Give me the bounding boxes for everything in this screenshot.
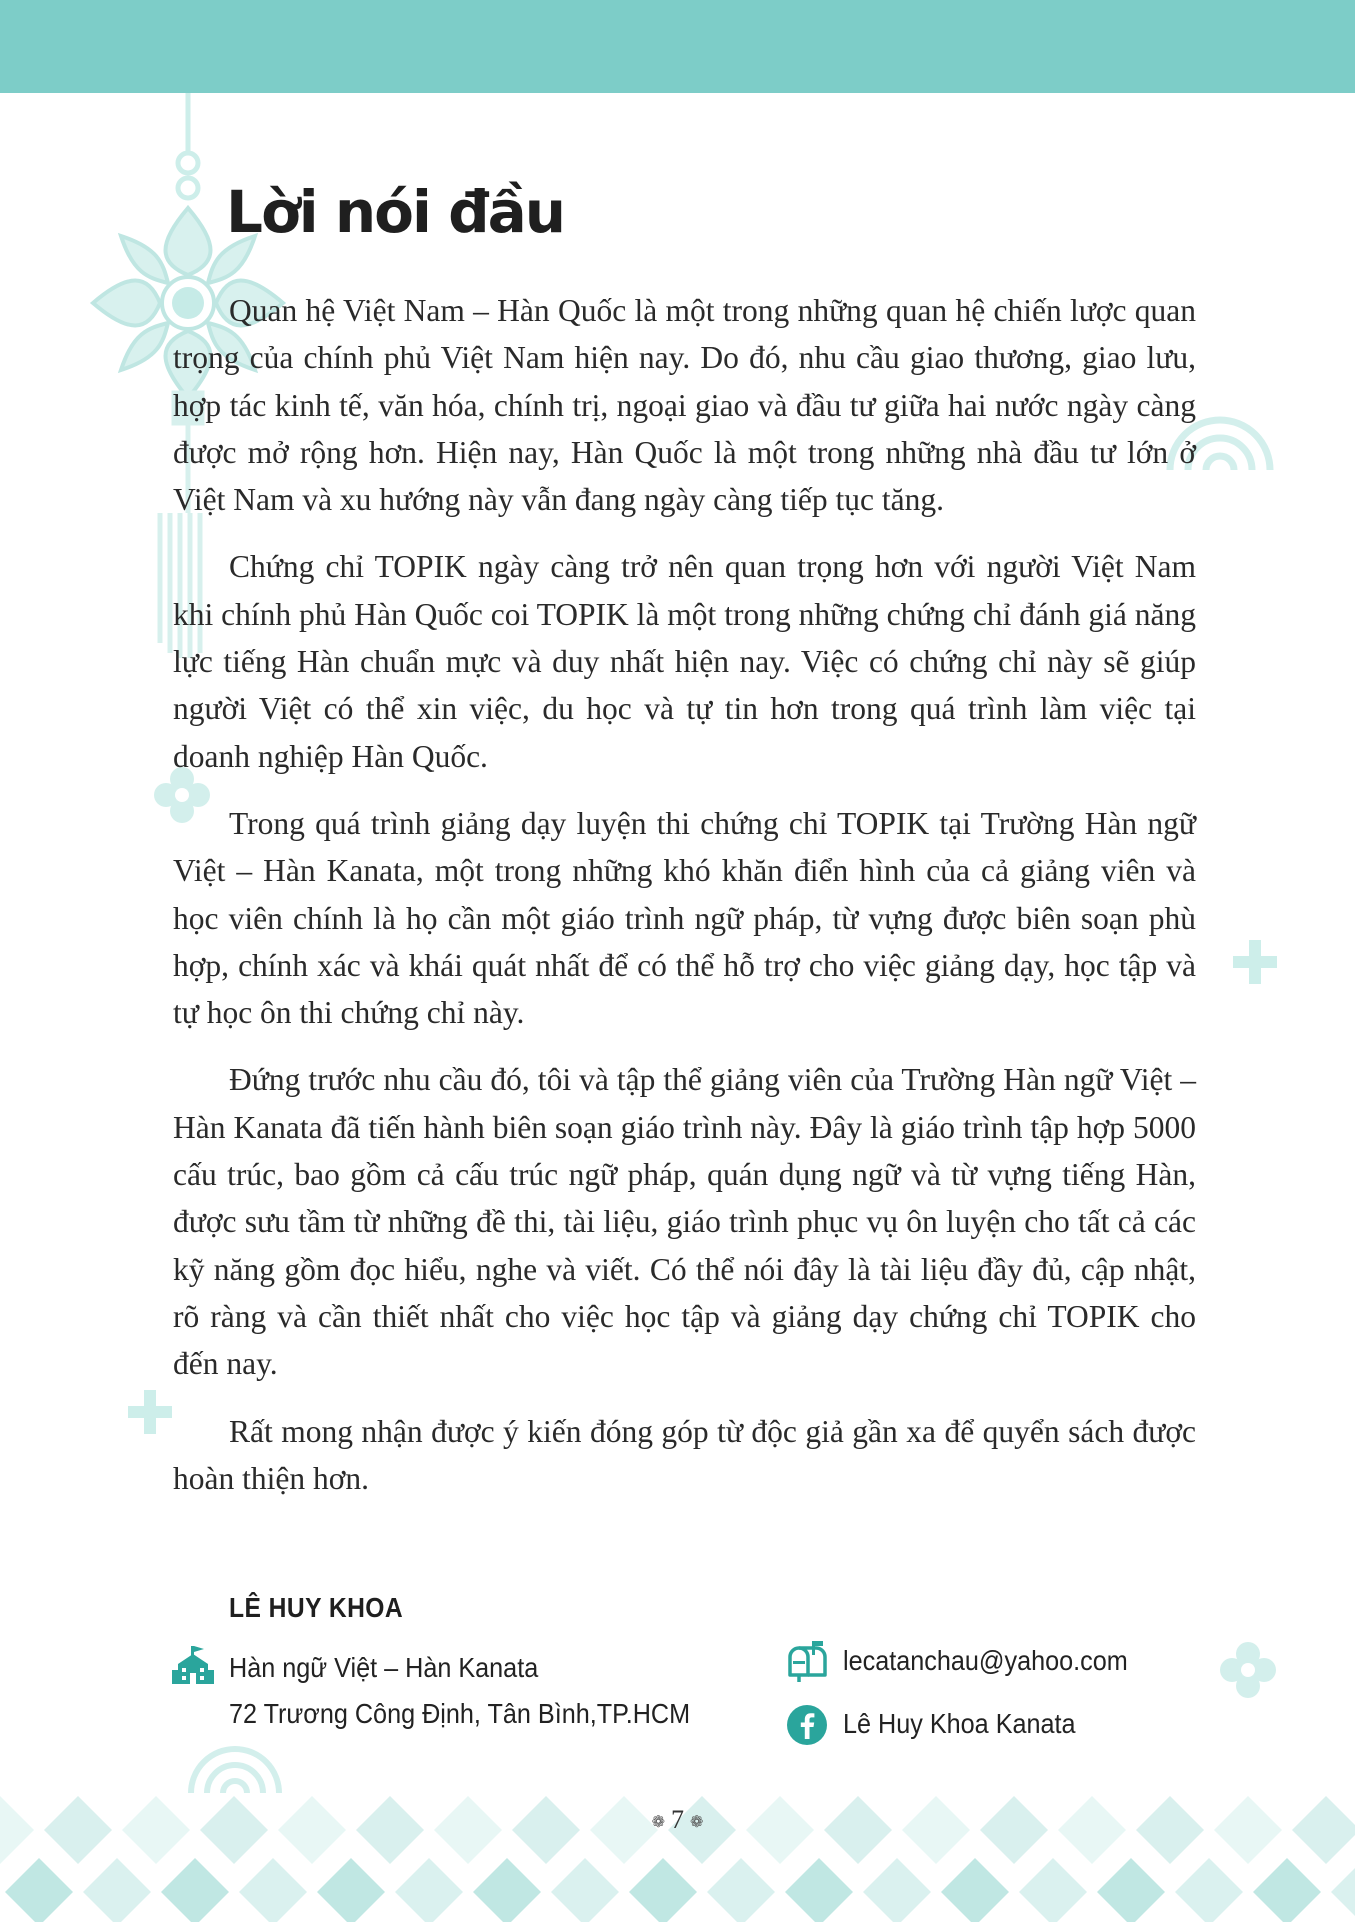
facebook-icon <box>786 1704 828 1746</box>
diamond-pattern-shape <box>1331 1858 1355 1922</box>
diamond-pattern-shape <box>83 1858 151 1922</box>
diamond-pattern-shape <box>1019 1858 1087 1922</box>
paragraph: Quan hệ Việt Nam – Hàn Quốc là một trong những quan hệ chiến lược quan trọng của chính phủ Việt Nam hiện nay. Do đó, nhu cầu giao thương, giao lưu, hợp tác kinh tế, văn hóa, chính trị, ngoại giao và đầu tư giữa hai nước ngày càng được mở rộng hơn. Hiện nay, Hàn Quốc là một trong những nhà đầu tư lớn ở Việt Nam và xu hướng này vẫn đang ngày càng tiếp tục tăng. <box>173 293 1196 518</box>
paragraph: Chứng chỉ TOPIK ngày càng trở nên quan trọng hơn với người Việt Nam khi chính phủ Hàn Quốc coi TOPIK là một trong những chứng chỉ đánh giá năng lực tiếng Hàn chuẩn mực và duy nhất hiện nay. Việc có chứng chỉ này sẽ giúp người Việt có thể xin việc, du học và tự tin hơn trong quá trình làm việc tại doanh nghiệp Hàn Quốc. <box>173 549 1196 774</box>
school-icon <box>172 1646 214 1686</box>
small-flower-decoration <box>1218 1640 1278 1700</box>
school-name: Hàn ngữ Việt – Hàn Kanata <box>229 1652 539 1683</box>
body-text <box>173 287 1196 1522</box>
diamond-pattern-shape <box>941 1858 1009 1922</box>
top-color-band <box>0 0 1355 93</box>
address-text: 72 Trương Công Định, Tân Bình,TP.HCM <box>229 1698 691 1729</box>
email-link[interactable]: lecatanchau@yahoo.com <box>843 1645 1128 1676</box>
diamond-pattern-shape <box>707 1858 775 1922</box>
page-title: Lời nói đầu <box>226 178 565 246</box>
diamond-pattern-shape <box>551 1858 619 1922</box>
page-number <box>0 1805 1355 1835</box>
plus-decoration <box>128 1390 172 1434</box>
paragraph: Đứng trước nhu cầu đó, tôi và tập thể giảng viên của Trường Hàn ngữ Việt – Hàn Kanata đã tiến hành biên soạn giáo trình này. Đây là giáo trình tập hợp 5000 cấu trúc, bao gồm cả cấu trúc ngữ pháp, quán dụng ngữ và từ vựng tiếng Hàn, được sưu tầm từ những đề thi, tài liệu, giáo trình phục vụ ôn luyện cho tất cả các kỹ năng gồm đọc hiểu, nghe và viết. Có thể nói đây là tài liệu đầy đủ, cập nhật, rõ ràng và cần thiết nhất cho việc học tập và giảng dạy chứng chỉ TOPIK cho đến nay. <box>173 1062 1196 1382</box>
page-number-value: 7 <box>671 1805 684 1834</box>
diamond-pattern-shape <box>863 1858 931 1922</box>
author-name: LÊ HUY KHOA <box>229 1592 404 1623</box>
diamond-pattern-shape <box>629 1858 697 1922</box>
plus-decoration <box>1233 940 1277 984</box>
diamond-pattern-shape <box>473 1858 541 1922</box>
diamond-pattern-shape <box>5 1858 73 1922</box>
flower-ornament-icon: ❁ <box>651 1814 665 1832</box>
diamond-pattern-shape <box>317 1858 385 1922</box>
diamond-pattern-shape <box>785 1858 853 1922</box>
diamond-pattern-shape <box>1097 1858 1165 1922</box>
paragraph: Trong quá trình giảng dạy luyện thi chứng chỉ TOPIK tại Trường Hàn ngữ Việt – Hàn Kanata, một trong những khó khăn điển hình của cả giảng viên và học viên chính là họ cần một giáo trình ngữ pháp, từ vựng được biên soạn phù hợp, chính xác và khái quát nhất để có thể hỗ trợ cho việc giảng dạy, học tập và tự học ôn thi chứng chỉ này. <box>173 805 1196 1031</box>
diamond-pattern-shape <box>395 1858 463 1922</box>
mailbox-icon <box>786 1641 828 1683</box>
diamond-pattern-shape <box>239 1858 307 1922</box>
diamond-pattern-shape <box>1175 1858 1243 1922</box>
diamond-pattern-shape <box>161 1858 229 1922</box>
paragraph: Rất mong nhận được ý kiến đóng góp từ độc giả gần xa để quyển sách được hoàn thiện hơn. <box>173 1413 1196 1496</box>
bottom-pattern-decoration <box>0 1770 1355 1922</box>
flower-ornament-icon: ❁ <box>690 1814 704 1832</box>
facebook-link[interactable]: Lê Huy Khoa Kanata <box>843 1708 1076 1739</box>
diamond-pattern-shape <box>1253 1858 1321 1922</box>
